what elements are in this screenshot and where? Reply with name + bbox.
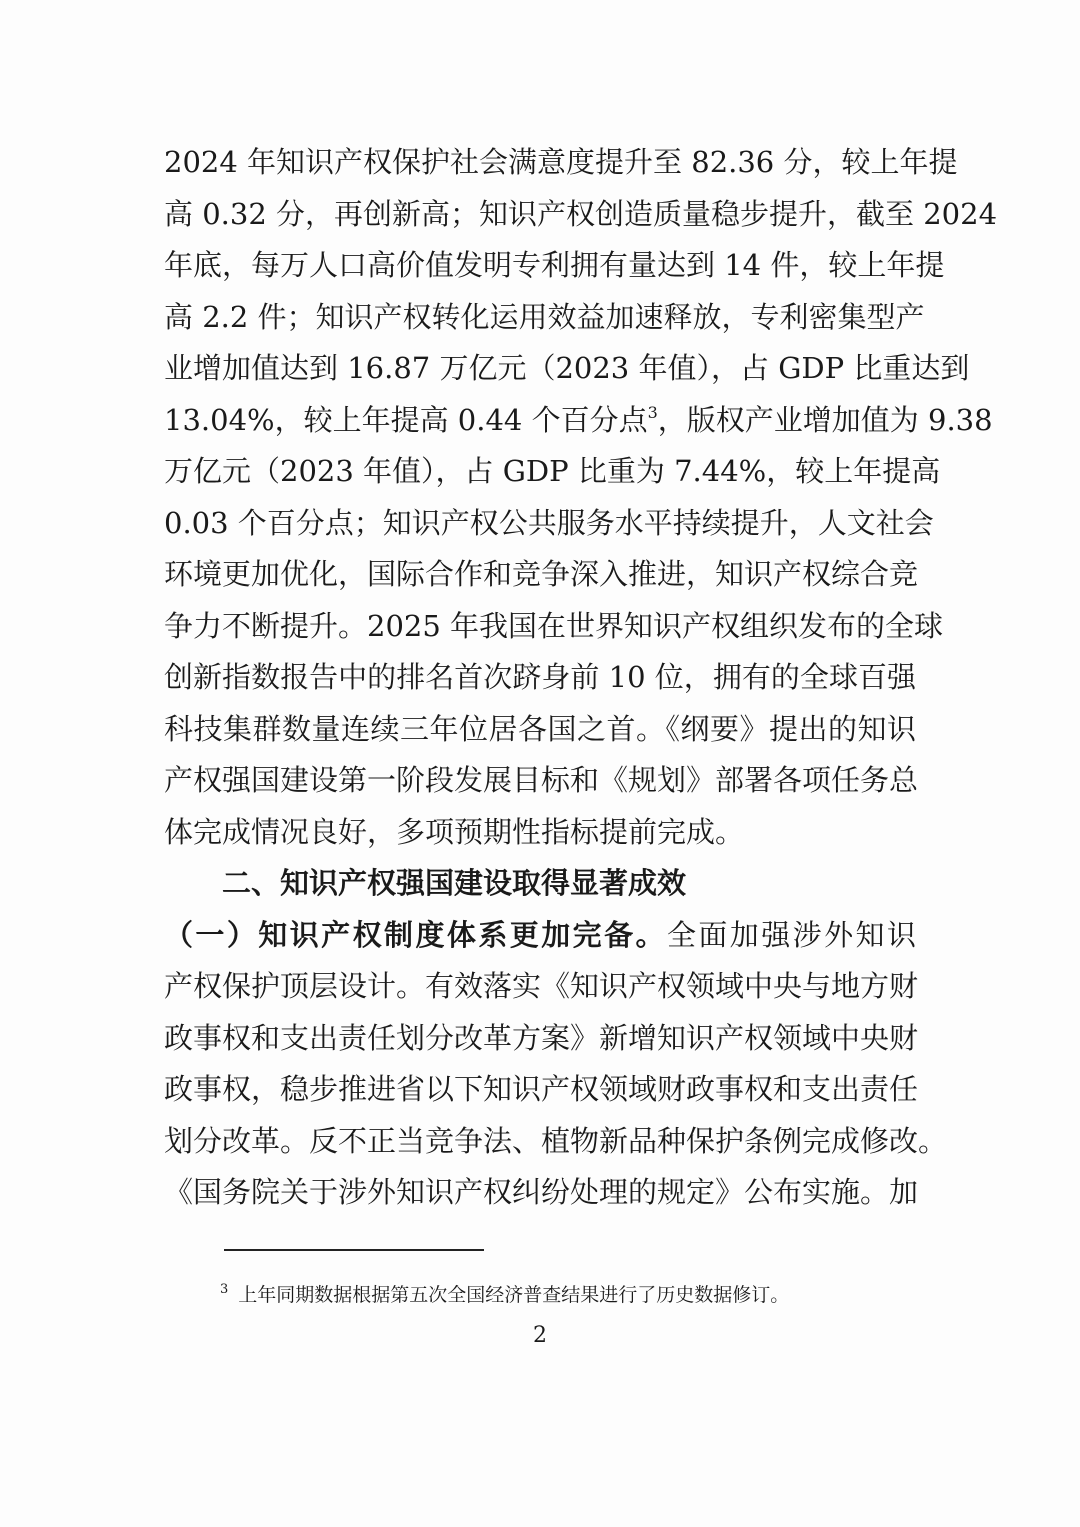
footnote [220,1280,789,1307]
line-text: 13.04%，较上年提高 0.44 个百分点 [164,402,648,437]
section-heading: 二、知识产权强国建设取得显著成效 [222,866,687,900]
paragraph-line: 划分改革。反不正当竞争法、植物新品种保护条例完成修改。 [164,1123,948,1158]
footnote-number: 3 [220,1282,229,1297]
paragraph-line: 高 2.2 件；知识产权转化运用效益加速释放，专利密集型产 [164,299,925,334]
paragraph-line: 2024 年知识产权保护社会满意度提升至 82.36 分，较上年提 [164,145,958,179]
paragraph-line: 政事权和支出责任划分改革方案》新增知识产权领域中央财 [164,1020,919,1055]
paragraph-line: 产权强国建设第一阶段发展目标和《规划》部署各项任务总 [164,763,919,797]
paragraph-line: 高 0.32 分，再创新高；知识产权创造质量稳步提升，截至 2024 [164,196,998,231]
paragraph-line: 争力不断提升。2025 年我国在世界知识产权组织发布的全球 [164,608,944,643]
subsection-first-line [164,910,916,962]
paragraph-line: 业增加值达到 16.87 万亿元（2023 年值），占 GDP 比重达到 [164,351,970,385]
paragraph-line: 万亿元（2023 年值），占 GDP 比重为 7.44%，较上年提高 [164,454,941,488]
paragraph-line: 0.03 个百分点；知识产权公共服务水平持续提升，人文社会 [164,505,934,540]
paragraph-line-with-footnote [164,395,993,447]
footnote-divider [224,1249,484,1251]
paragraph-line: 环境更加优化，国际合作和竞争深入推进，知识产权综合竞 [164,557,919,591]
paragraph-line: 《国务院关于涉外知识产权纠纷处理的规定》公布实施。加 [164,1175,919,1209]
paragraph-line: 政事权，稳步推进省以下知识产权领域财政事权和支出责任 [164,1072,919,1106]
paragraph-line: 年底，每万人口高价值发明专利拥有量达到 14 件，较上年提 [164,248,945,282]
page-number: 2 [533,1323,547,1348]
paragraph-line: 产权保护顶层设计。有效落实《知识产权领域中央与地方财 [164,969,919,1003]
footnote-text: 上年同期数据根据第五次全国经济普查结果进行了历史数据修订。 [238,1284,790,1306]
line-text-tail: ，版权产业增加值为 9.38 [657,402,993,437]
paragraph-line: 体完成情况良好，多项预期性指标提前完成。 [164,814,745,849]
line-text: 全面加强涉外知识 [666,917,916,952]
paragraph-line: 科技集群数量连续三年位居各国之首。《纲要》提出的知识 [164,711,916,746]
paragraph-line: 创新指数报告中的排名首次跻身前 10 位，拥有的全球百强 [164,660,916,694]
subsection-title: （一）知识产权制度体系更加完备。 [164,917,667,952]
body-text [164,137,998,1219]
footnote-reference[interactable]: 3 [647,402,658,422]
